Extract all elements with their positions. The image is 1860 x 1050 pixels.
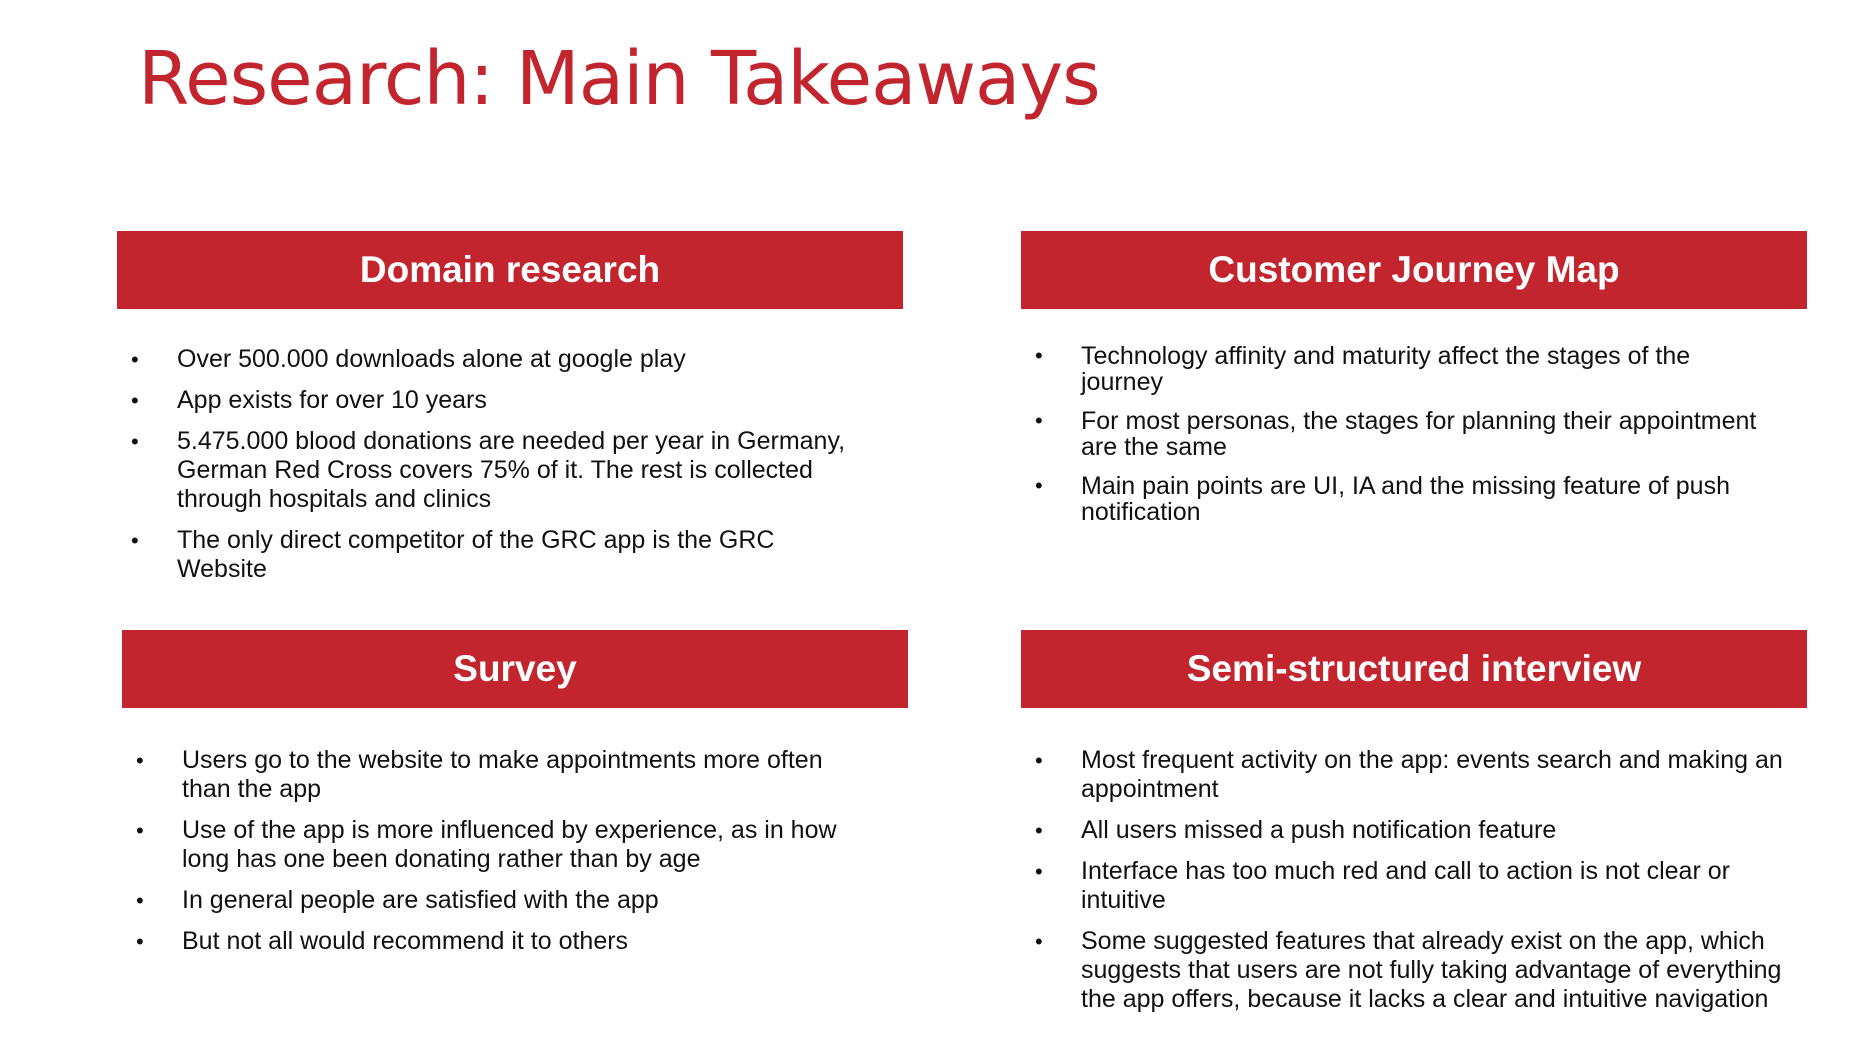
section-heading: Customer Journey Map — [1021, 231, 1807, 309]
list-item — [117, 386, 867, 415]
section-heading: Semi-structured interview — [1021, 630, 1807, 708]
bullet-icon: • — [1035, 929, 1043, 954]
bullet-icon: • — [1035, 818, 1043, 843]
list-item-text: Use of the app is more influenced by experience, as in how long has one been donating rather than by age — [182, 816, 837, 873]
list-item — [122, 927, 872, 956]
list-item-text: Technology affinity and maturity affect the stages of the journey — [1081, 342, 1691, 396]
section-semi-structured-interview — [1021, 630, 1807, 1026]
bullet-icon: • — [136, 888, 144, 913]
list-item — [1021, 473, 1771, 525]
bullet-icon: • — [136, 818, 144, 843]
bullet-list — [117, 345, 903, 584]
list-item-text: Over 500.000 downloads alone at google play — [177, 345, 686, 373]
list-item-text: In general people are satisfied with the app — [182, 886, 659, 914]
list-item — [117, 526, 867, 584]
list-item — [122, 816, 872, 874]
list-item — [1021, 857, 1801, 915]
bullet-icon: • — [1035, 748, 1043, 773]
list-item-text: Some suggested features that already exist on the app, which suggests that users are not fully taking advantage of everything the app offers, because it lacks a clear and intuitive navigation — [1081, 927, 1782, 1013]
list-item — [1021, 927, 1801, 1014]
list-item-text: Interface has too much red and call to action is not clear or intuitive — [1081, 857, 1730, 914]
list-item — [1021, 816, 1801, 845]
list-item-text: But not all would recommend it to others — [182, 927, 629, 955]
section-customer-journey-map — [1021, 231, 1807, 538]
bullet-icon: • — [131, 429, 139, 454]
bullet-icon: • — [136, 929, 144, 954]
page-title: Research: Main Takeaways — [138, 36, 1100, 122]
list-item — [1021, 408, 1771, 460]
section-survey — [122, 630, 908, 968]
section-heading: Survey — [122, 630, 908, 708]
bullet-list — [122, 746, 908, 956]
bullet-icon: • — [131, 388, 139, 413]
bullet-icon: • — [1035, 473, 1043, 498]
list-item — [1021, 343, 1771, 395]
bullet-list — [1021, 746, 1807, 1014]
bullet-icon: • — [136, 748, 144, 773]
section-domain-research — [117, 231, 903, 596]
section-heading: Domain research — [117, 231, 903, 309]
list-item-text: All users missed a push notification feature — [1081, 816, 1557, 844]
list-item-text: 5.475.000 blood donations are needed per year in Germany, German Red Cross covers 75% of it. The rest is collected through hospitals and clinics — [177, 427, 846, 513]
bullet-icon: • — [1035, 408, 1043, 433]
list-item — [117, 345, 867, 374]
list-item — [1021, 746, 1801, 804]
list-item — [117, 427, 867, 514]
list-item-text: Main pain points are UI, IA and the missing feature of push notification — [1081, 472, 1730, 526]
bullet-icon: • — [131, 347, 139, 372]
bullet-list — [1021, 343, 1807, 525]
list-item — [122, 746, 872, 804]
bullet-icon: • — [1035, 859, 1043, 884]
list-item-text: Users go to the website to make appointments more often than the app — [182, 746, 823, 803]
list-item — [122, 886, 872, 915]
list-item-text: For most personas, the stages for planning their appointment are the same — [1081, 407, 1757, 461]
bullet-icon: • — [1035, 343, 1043, 368]
bullet-icon: • — [131, 528, 139, 553]
list-item-text: Most frequent activity on the app: events search and making an appointment — [1081, 746, 1783, 803]
list-item-text: App exists for over 10 years — [177, 386, 487, 414]
list-item-text: The only direct competitor of the GRC app is the GRC Website — [177, 526, 775, 583]
